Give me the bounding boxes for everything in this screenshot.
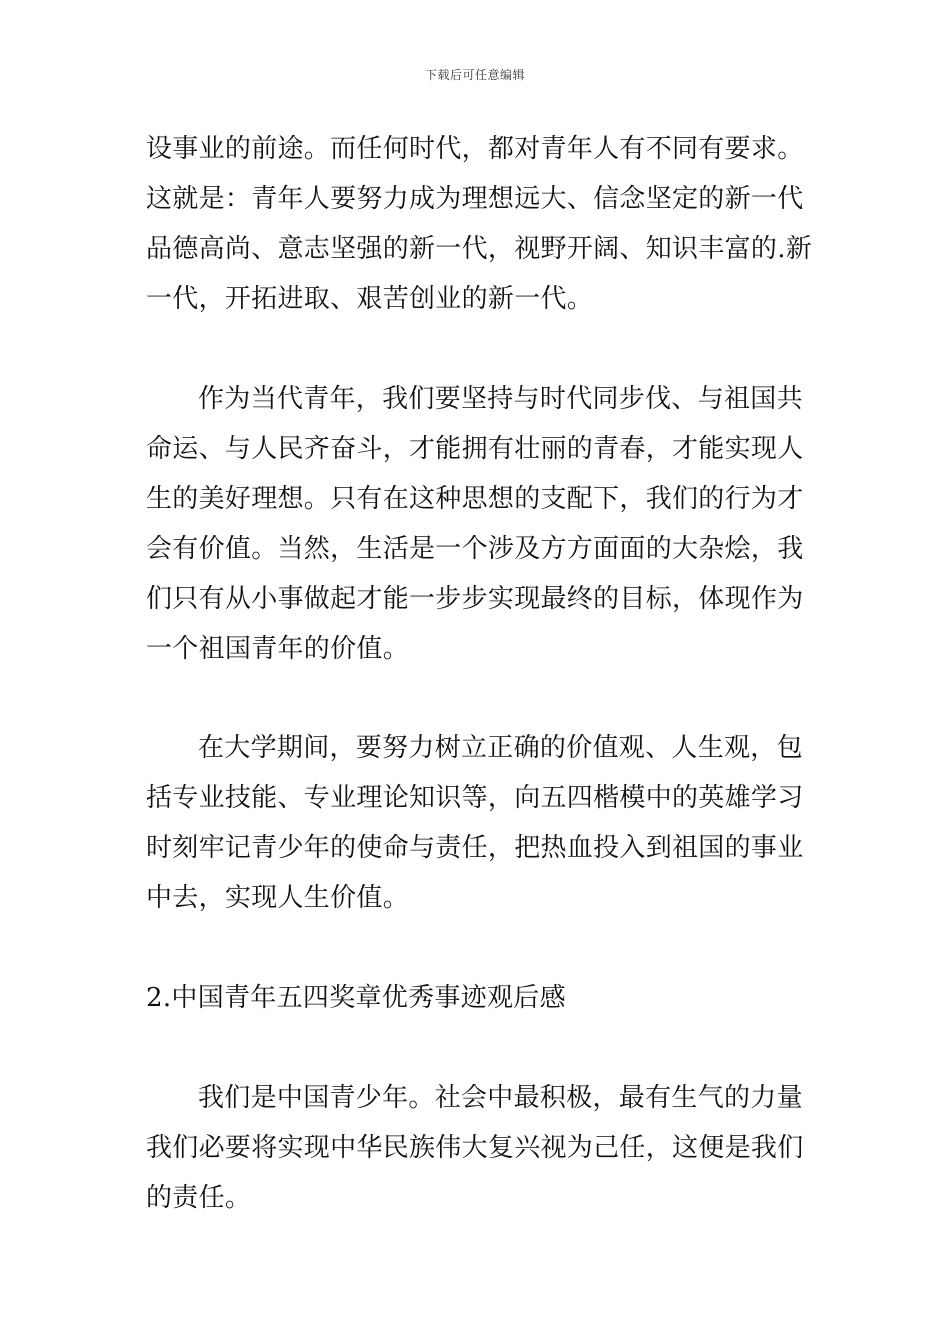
text-line: 我们必要将实现中华民族伟大复兴视为己任，这便是我们: [146, 1133, 804, 1163]
text-line: 生的美好理想。只有在这种思想的支配下，我们的行为才: [146, 484, 804, 514]
text-line: 品德高尚、意志坚强的新一代，视野开阔、知识丰富的.新: [146, 234, 813, 264]
text-line: 一代，开拓进取、艰苦创业的新一代。: [146, 284, 594, 314]
text-line: 命运、与人民齐奋斗，才能拥有壮丽的青春，才能实现人: [146, 434, 804, 464]
section-heading: 2.中国青年五四奖章优秀事迹观后感: [146, 983, 566, 1013]
text-line: 一个祖国青年的价值。: [146, 634, 410, 664]
text-line: 我们是中国青少年。社会中最积极，最有生气的力量: [198, 1083, 803, 1113]
text-line: 时刻牢记青少年的使命与责任，把热血投入到祖国的事业: [146, 833, 804, 863]
text-line: 这就是：青年人要努力成为理想远大、信念坚定的新一代: [146, 184, 804, 214]
text-line: 作为当代青年，我们要坚持与时代同步伐、与祖国共: [198, 384, 803, 414]
text-line: 设事业的前途。而任何时代，都对青年人有不同有要求。: [146, 134, 804, 164]
text-line: 们只有从小事做起才能一步步实现最终的目标，体现作为: [146, 584, 804, 614]
text-line: 括专业技能、专业理论知识等，向五四楷模中的英雄学习: [146, 783, 804, 813]
text-line: 在大学期间，要努力树立正确的价值观、人生观，包: [198, 733, 803, 763]
text-line: 会有价值。当然，生活是一个涉及方方面面的大杂烩，我: [146, 534, 804, 564]
text-line: 中去，实现人生价值。: [146, 883, 410, 913]
text-line: 的责任。: [146, 1183, 252, 1213]
page-header: 下载后可任意编辑: [424, 68, 525, 82]
